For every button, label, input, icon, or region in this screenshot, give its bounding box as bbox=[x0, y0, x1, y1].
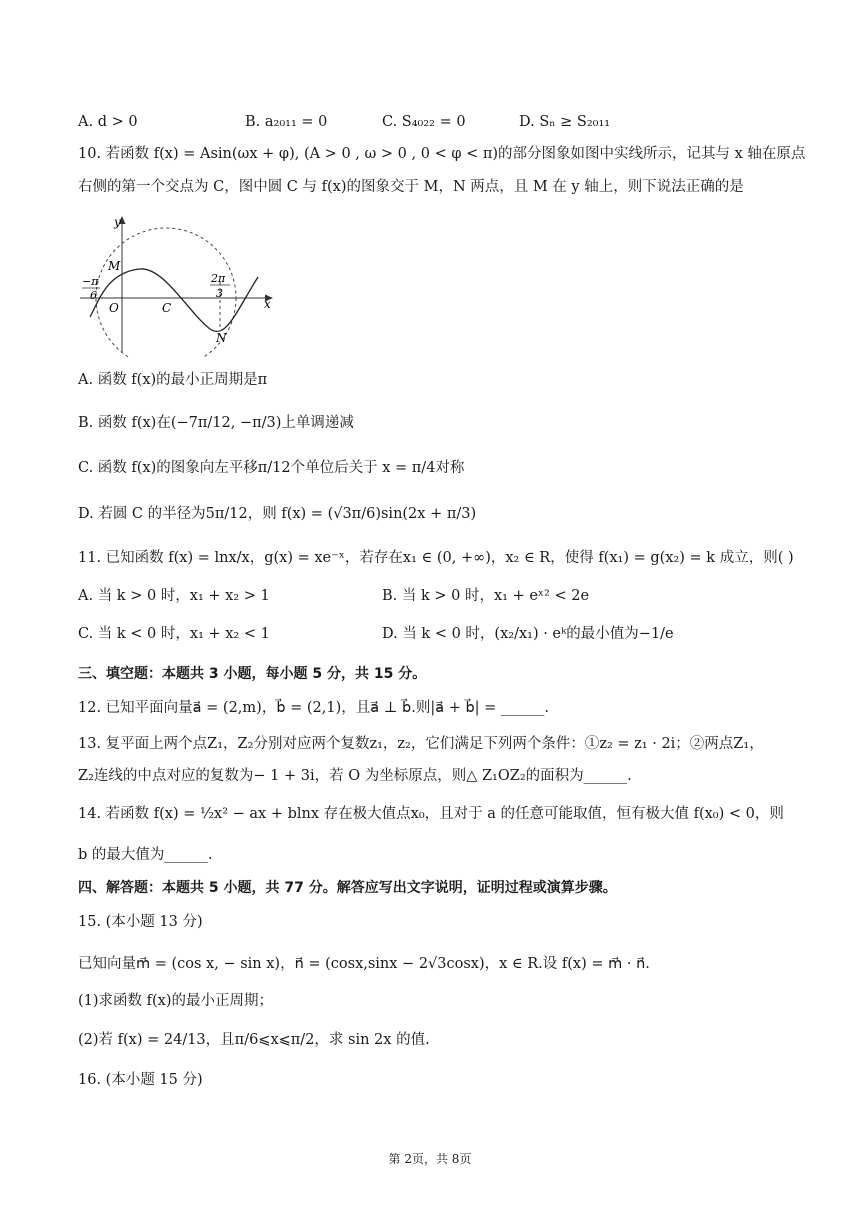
neg-tick-denominator: 6 bbox=[90, 289, 97, 302]
q13-line1: 13. 复平面上两个点Z₁，Z₂分别对应两个复数z₁，z₂，它们满足下列两个条件：①z₂ = z₁ · 2i；②两点Z₁， bbox=[78, 736, 764, 752]
q12: 12. 已知平面向量a⃗ = (2,m)，b⃗ = (2,1)，且a⃗ ⊥ b⃗.则|a⃗ + b⃗| = ______. bbox=[78, 700, 550, 716]
section-3-heading: 三、填空题：本题共 3 小题，每小题 5 分，共 15 分。 bbox=[78, 666, 427, 682]
q11-option-c: C. 当 k < 0 时，x₁ + x₂ < 1 bbox=[78, 626, 270, 642]
point-m-label: M bbox=[108, 259, 121, 273]
point-o-label: O bbox=[109, 301, 119, 315]
q10-option-d: D. 若圆 C 的半径为5π/12，则 f(x) = (√3π/6)sin(2x + π/3) bbox=[78, 506, 477, 522]
q11-option-d: D. 当 k < 0 时，(x₂/x₁) · eᵏ的最小值为−1/e bbox=[382, 626, 674, 642]
q14-line1: 14. 若函数 f(x) = ½x² − ax + blnx 存在极大值点x₀，且对于 a 的任意可能取值，恒有极大值 f(x₀) < 0，则 bbox=[78, 806, 784, 822]
q15-part2: (2)若 f(x) = 24/13，且π/6⩽x⩽π/2，求 sin 2x 的值. bbox=[78, 1032, 430, 1048]
pos-tick-numerator: 2π bbox=[211, 272, 226, 285]
q15-part1: (1)求函数 f(x)的最小正周期； bbox=[78, 993, 274, 1009]
q9-option-c: C. S₄₀₂₂ = 0 bbox=[382, 114, 466, 130]
x-axis-label: x bbox=[264, 297, 271, 311]
pos-tick-denominator: 3 bbox=[216, 287, 223, 300]
q9-option-a: A. d > 0 bbox=[78, 114, 138, 130]
q14-line2: b 的最大值为______. bbox=[78, 847, 213, 863]
q11-option-b: B. 当 k > 0 时，x₁ + eˣ² < 2e bbox=[382, 588, 590, 604]
q10-option-b: B. 函数 f(x)在(−7π/12, −π/3)上单调递减 bbox=[78, 415, 354, 431]
q9-option-b: B. a₂₀₁₁ = 0 bbox=[245, 114, 328, 130]
q16-title: 16. (本小题 15 分) bbox=[78, 1072, 203, 1088]
y-axis-label: y bbox=[114, 215, 121, 229]
q9-option-d: D. Sₙ ≥ S₂₀₁₁ bbox=[519, 114, 611, 130]
q15-title: 15. (本小题 13 分) bbox=[78, 914, 203, 930]
point-c-label: C bbox=[162, 301, 172, 315]
point-n-label: N bbox=[216, 331, 227, 345]
q10-option-a: A. 函数 f(x)的最小正周期是π bbox=[78, 372, 268, 388]
circle-c bbox=[96, 228, 236, 357]
page-footer: 第 2页，共 8页 bbox=[388, 1152, 472, 1166]
q13-line2: Z₂连线的中点对应的复数为− 1 + 3i，若 O 为坐标原点，则△ Z₁OZ₂的面积为______. bbox=[78, 768, 632, 784]
q11-option-a: A. 当 k > 0 时，x₁ + x₂ > 1 bbox=[78, 588, 270, 604]
q15-stem: 已知向量m⃗ = (cos x, − sin x)，n⃗ = (cosx,sinx − 2√3cosx)，x ∈ R.设 f(x) = m⃗ · n⃗. bbox=[78, 956, 650, 972]
q10-option-c: C. 函数 f(x)的图象向左平移π/12个单位后关于 x = π/4对称 bbox=[78, 460, 465, 476]
neg-tick-numerator: −π bbox=[82, 275, 99, 288]
section-4-heading: 四、解答题：本题共 5 小题，共 77 分。解答应写出文字说明，证明过程或演算步骤。 bbox=[78, 880, 617, 896]
q11-stem: 11. 已知函数 f(x) = lnx/x，g(x) = xe⁻ˣ，若存在x₁ ∈ (0, +∞)，x₂ ∈ R，使得 f(x₁) = g(x₂) = k 成立，则( ) bbox=[78, 550, 794, 566]
q10-stem-line1: 10. 若函数 f(x) = Asin(ωx + φ), (A > 0 , ω > 0 , 0 < φ < π)的部分图象如图中实线所示，记其与 x 轴在原点 bbox=[78, 146, 806, 162]
q10-figure bbox=[78, 212, 278, 357]
q10-stem-line2: 右侧的第一个交点为 C，图中圆 C 与 f(x)的图象交于 M，N 两点，且 M 在 y 轴上，则下说法正确的是 bbox=[78, 179, 744, 195]
